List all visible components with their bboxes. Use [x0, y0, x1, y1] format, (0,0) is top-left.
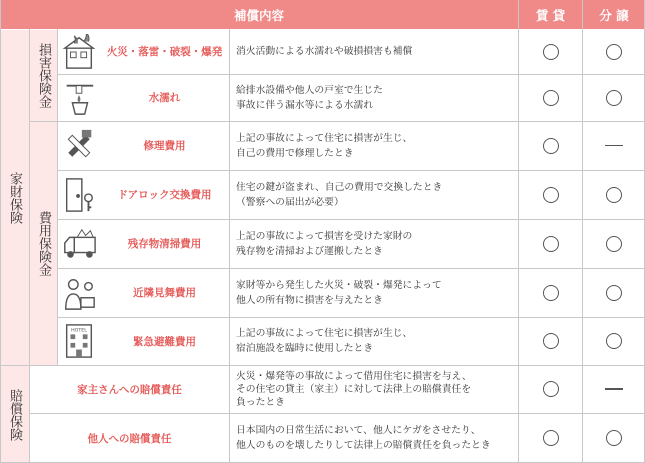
- group-expense-insurance: 費用保険金: [36, 211, 51, 276]
- coverage-description: [236, 29, 516, 74]
- circle-icon: [606, 44, 622, 60]
- water-leak-icon: [62, 80, 96, 116]
- coverage-name: 近隣見舞費用: [133, 287, 196, 299]
- coverage-name: 家主さんへの賠償責任: [77, 383, 182, 396]
- coverage-name: ドアロック交換費用: [117, 189, 212, 201]
- coverage-name: 他人への賠償責任: [87, 432, 172, 445]
- sale-mark-circle: [583, 268, 645, 317]
- circle-icon: [543, 187, 559, 203]
- coverage-name: 水濡れ: [148, 92, 181, 104]
- description-line: 上記の事故によって損害を受けた家財の: [236, 230, 413, 242]
- sale-mark-circle: [583, 317, 645, 365]
- description-line: 事故に伴う漏水等による水濡れ: [236, 99, 374, 111]
- group-liability: 賠償保険: [7, 388, 22, 441]
- coverage-name: 火災・落雷・破裂・爆発: [106, 46, 223, 58]
- sale-mark-dash: [583, 121, 645, 170]
- sale-mark-circle: [583, 170, 645, 219]
- rent-mark-circle: [519, 317, 582, 365]
- sale-mark-dash: [583, 365, 645, 413]
- circle-icon: [606, 187, 622, 203]
- circle-icon: [606, 236, 622, 252]
- header-sale: 分 譲: [583, 0, 645, 29]
- description-line: 消火活動による水濡れや破損損害も補償: [236, 46, 413, 57]
- repair-tools-icon: [62, 128, 96, 164]
- coverage-name: 修理費用: [143, 140, 186, 152]
- rent-mark-circle: [519, 74, 582, 121]
- description-line: 日本国内の日常生活において、他人にケガをさせたり、: [236, 425, 481, 436]
- header-coverage: 補償内容: [0, 0, 518, 29]
- description-line: 他人の所有物に損害を与えたとき: [236, 294, 383, 306]
- description-line: 宿泊施設を臨時に使用したとき: [236, 343, 374, 354]
- group-house-property: 家財保険: [7, 171, 22, 224]
- coverage-description: [236, 413, 516, 463]
- description-line: 負ったとき: [236, 396, 285, 408]
- dash-icon: [605, 145, 623, 147]
- description-line: 家財等から発生した火災・破裂・爆発によって: [236, 279, 442, 291]
- sale-mark-circle: [583, 413, 645, 463]
- circle-icon: [606, 333, 622, 349]
- rent-mark-circle: [519, 170, 582, 219]
- description-line: 住宅の鍵が盗まれ、自己の費用で交換したとき: [236, 181, 443, 193]
- circle-icon: [606, 90, 622, 106]
- description-line: 上記の事故によって住宅に損害が生じ、: [236, 132, 413, 144]
- coverage-description: [236, 121, 516, 170]
- header-rent: 賃 貸: [519, 0, 582, 29]
- coverage-description: [236, 365, 516, 413]
- fire-house-icon: [62, 34, 96, 70]
- rent-mark-circle: [519, 268, 582, 317]
- description-line: 自己の費用で修理したとき: [236, 147, 354, 159]
- description-line: 上記の事故によって住宅に損害が生じ、: [236, 328, 413, 339]
- sale-mark-circle: [583, 219, 645, 268]
- coverage-description: [236, 268, 516, 317]
- rent-mark-circle: [519, 29, 582, 74]
- door-key-icon: [62, 177, 96, 213]
- rent-mark-circle: [519, 121, 582, 170]
- coverage-description: [236, 170, 516, 219]
- circle-icon: [543, 381, 559, 397]
- coverage-description: [236, 74, 516, 121]
- circle-icon: [543, 90, 559, 106]
- rent-mark-circle: [519, 219, 582, 268]
- description-line: 残存物を清掃および運搬したとき: [236, 245, 383, 257]
- coverage-name: 残存物清掃費用: [127, 238, 202, 250]
- circle-icon: [543, 138, 559, 154]
- hotel-sign-text: HOTEL: [71, 328, 87, 334]
- sale-mark-circle: [583, 29, 645, 74]
- description-line: 火災・爆発等の事故によって借用住宅に損害を与え、: [236, 370, 472, 382]
- truck-icon: [62, 226, 96, 262]
- circle-icon: [543, 285, 559, 301]
- description-line: （警察への届出が必要）: [236, 196, 344, 208]
- description-line: 給排水設備や他人の戸室で生じた: [236, 84, 383, 96]
- hotel-icon: [62, 323, 96, 359]
- description-line: 他人のものを壊したりして法律上の賠償責任を負ったとき: [236, 440, 491, 451]
- sale-mark-circle: [583, 74, 645, 121]
- rent-mark-circle: [519, 413, 582, 463]
- circle-icon: [606, 430, 622, 446]
- circle-icon: [543, 430, 559, 446]
- circle-icon: [543, 236, 559, 252]
- rent-mark-circle: [519, 365, 582, 413]
- group-damage-insurance: 損害保険金: [36, 43, 51, 108]
- circle-icon: [606, 285, 622, 301]
- circle-icon: [543, 44, 559, 60]
- neighbor-visit-icon: [62, 275, 96, 311]
- dash-icon: [605, 388, 623, 390]
- description-line: その住宅の貸主（家主）に対して法律上の賠償責任を: [236, 383, 472, 395]
- coverage-description: [236, 317, 516, 365]
- coverage-description: [236, 219, 516, 268]
- coverage-name: 緊急避難費用: [133, 335, 196, 348]
- circle-icon: [543, 333, 559, 349]
